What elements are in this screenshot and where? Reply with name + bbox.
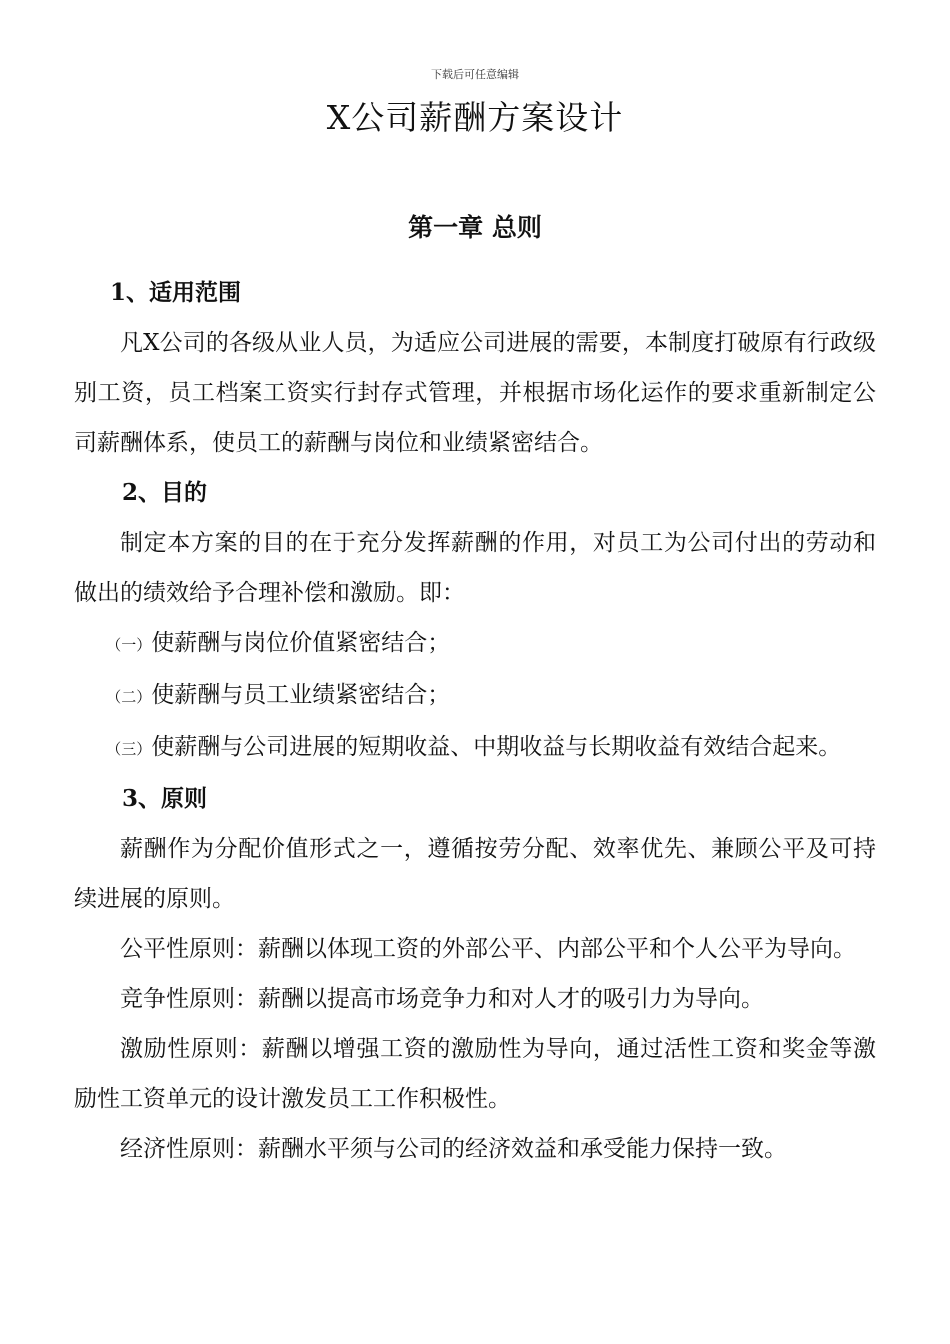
document-title: X公司薪酬方案设计: [326, 98, 624, 137]
section-heading: 3、原则: [122, 785, 208, 812]
document-body: [74, 268, 876, 1174]
section-purpose: [74, 468, 876, 774]
section-heading: 1、适用范围: [110, 279, 242, 306]
list-item: [74, 722, 876, 774]
list-item-text: 使薪酬与员工业绩紧密结合；: [151, 682, 451, 708]
section-scope: [74, 268, 876, 468]
paragraph: 竞争性原则：薪酬以提高市场竞争力和对人才的吸引力为导向。: [120, 986, 764, 1012]
paragraph: 激励性原则：薪酬以增强工资的激励性为导向，通过活性工资和奖金等激励性工资单元的设计激发员工工作积极性。: [74, 1036, 876, 1112]
paragraph: 制定本方案的目的在于充分发挥薪酬的作用，对员工为公司付出的劳动和做出的绩效给予合理补偿和激励。即：: [74, 530, 876, 606]
list-item-text: 使薪酬与公司进展的短期收益、中期收益与长期收益有效结合起来。: [151, 734, 842, 760]
list-item-text: 使薪酬与岗位价值紧密结合；: [151, 630, 451, 656]
paragraph: 凡X公司的各级从业人员，为适应公司进展的需要，本制度打破原有行政级别工资，员工档案工资实行封存式管理，并根据市场化运作的要求重新制定公司薪酬体系，使员工的薪酬与岗位和业绩紧密结合。: [74, 330, 876, 456]
list-item: [74, 670, 876, 722]
paragraph: 经济性原则：薪酬水平须与公司的经济效益和承受能力保持一致。: [120, 1136, 787, 1162]
list-marker: （一）: [106, 636, 152, 654]
list-marker: （三）: [106, 740, 152, 758]
paragraph: 薪酬作为分配价值形式之一，遵循按劳分配、效率优先、兼顾公平及可持续进展的原则。: [74, 836, 876, 912]
paragraph: 公平性原则：薪酬以体现工资的外部公平、内部公平和个人公平为导向。: [120, 936, 856, 962]
list-item: [74, 618, 876, 670]
section-principles: [74, 774, 876, 1174]
list-marker: （二）: [106, 688, 152, 706]
header-note: 下载后可任意编辑: [431, 68, 519, 81]
section-heading: 2、目的: [122, 479, 208, 506]
chapter-title: 第一章 总则: [408, 213, 542, 242]
